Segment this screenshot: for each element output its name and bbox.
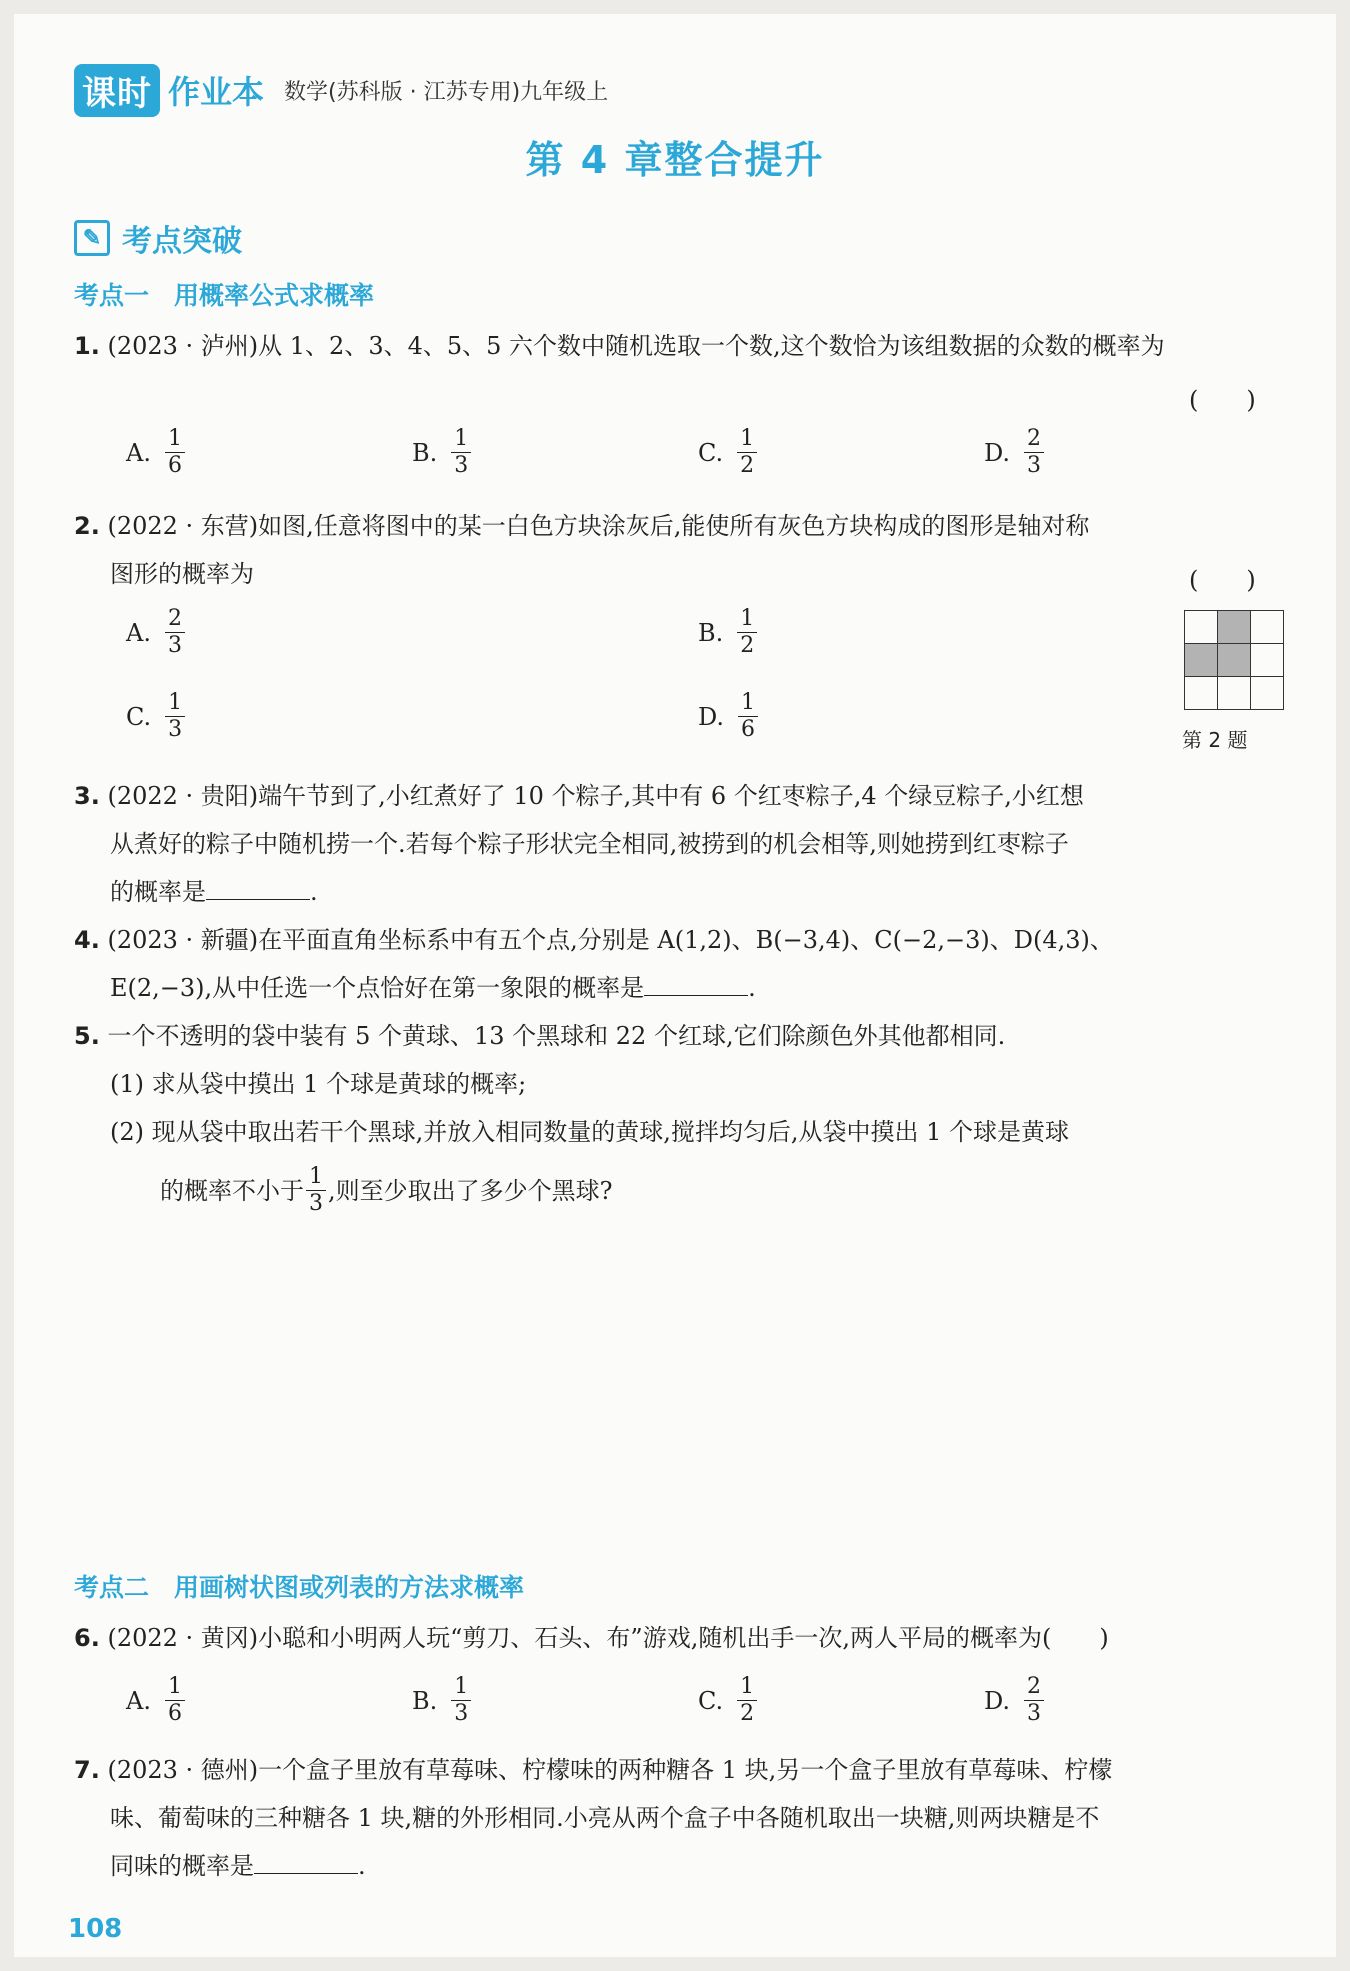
- question-text: (2023 · 泸州)从 1、2、3、4、5、5 六个数中随机选取一个数,这个数恰为该组数据的众数的概率为: [107, 332, 1165, 360]
- answer-paren: ( ): [1189, 566, 1256, 594]
- question-number: 7.: [74, 1756, 100, 1784]
- question-text: 的概率是 .: [110, 868, 318, 916]
- question-number: 2.: [74, 512, 100, 540]
- question-6: [74, 1614, 1109, 1662]
- figure-caption: 第 2 题: [1182, 728, 1248, 752]
- kaodian-2-heading: 考点二 用画树状图或列表的方法求概率: [74, 1573, 525, 1602]
- question-3: [74, 772, 1084, 820]
- sub-question-2: (2) 现从袋中取出若干个黑球,并放入相同数量的黄球,搅拌均匀后,从袋中摸出 1 个球是黄球: [110, 1118, 1070, 1146]
- question-text: (2023 · 德州)一个盒子里放有草莓味、柠檬味的两种糖各 1 块,另一个盒子里放有草莓味、柠檬: [107, 1756, 1113, 1784]
- option-d: D. $\frac{2}{3}$: [984, 426, 1044, 479]
- header-subtitle: 数学(苏科版 · 江苏专用)九年级上: [284, 79, 609, 105]
- option-a: A. $\frac{1}{6}$: [126, 1674, 185, 1727]
- question-number: 4.: [74, 926, 100, 954]
- question-text: E(2,−3),从中任选一个点恰好在第一象限的概率是 .: [110, 964, 756, 1012]
- answer-blank[interactable]: [206, 873, 310, 900]
- chapter-title: 第 4 章整合提升: [525, 138, 825, 182]
- question-text: 同味的概率是 .: [110, 1842, 366, 1890]
- option-c: C. $\frac{1}{3}$: [126, 690, 185, 743]
- option-a: A. $\frac{1}{6}$: [126, 426, 185, 479]
- answer-paren: ( ): [1189, 386, 1256, 414]
- question-1: [74, 322, 1165, 370]
- question-number: 1.: [74, 332, 100, 360]
- option-d: D. $\frac{2}{3}$: [984, 1674, 1044, 1727]
- section-title: 考点突破: [122, 224, 242, 259]
- page: [14, 14, 1336, 1957]
- option-b: B. $\frac{1}{2}$: [698, 606, 757, 659]
- question-2: [74, 502, 1089, 550]
- option-b: B. $\frac{1}{3}$: [412, 1674, 471, 1727]
- question-text: 一个不透明的袋中装有 5 个黄球、13 个黑球和 22 个红球,它们除颜色外其他都相同.: [107, 1022, 1006, 1050]
- logo-ke-shi: 课时: [74, 64, 160, 117]
- question-7: [74, 1746, 1112, 1794]
- question-text: (2023 · 新疆)在平面直角坐标系中有五个点,分别是 A(1,2)、B(−3,4)、C(−2,−3)、D(4,3)、: [107, 926, 1114, 954]
- grid-figure: [1184, 610, 1284, 710]
- question-number: 3.: [74, 782, 100, 810]
- option-c: C. $\frac{1}{2}$: [698, 1674, 757, 1727]
- answer-blank[interactable]: [254, 1847, 358, 1874]
- option-c: C. $\frac{1}{2}$: [698, 426, 757, 479]
- header: [74, 60, 608, 120]
- section-heading: [74, 216, 242, 260]
- question-number: 6.: [74, 1624, 100, 1652]
- option-d: D. $\frac{1}{6}$: [698, 690, 758, 743]
- question-text: (2022 · 贵阳)端午节到了,小红煮好了 10 个粽子,其中有 6 个红枣粽子,4 个绿豆粽子,小红想: [107, 782, 1084, 810]
- question-5: [74, 1012, 1005, 1060]
- question-text: (2022 · 东营)如图,任意将图中的某一白色方块涂灰后,能使所有灰色方块构成的图形是轴对称: [107, 512, 1090, 540]
- sub-question-2-cont: 的概率不小于 $\frac{1}{3}$ ,则至少取出了多少个黑球?: [160, 1164, 613, 1216]
- question-4: [74, 916, 1114, 964]
- question-text: 从煮好的粽子中随机捞一个.若每个粽子形状完全相同,被捞到的机会相等,则她捞到红枣粽子: [110, 830, 1069, 858]
- logo-zuoyeben: 作业本: [168, 73, 265, 111]
- page-number: 108: [68, 1914, 123, 1944]
- option-a: A. $\frac{2}{3}$: [126, 606, 185, 659]
- question-number: 5.: [74, 1022, 100, 1050]
- question-text: 味、葡萄味的三种糖各 1 块,糖的外形相同.小亮从两个盒子中各随机取出一块糖,则两块糖是不: [110, 1804, 1100, 1832]
- question-text: (2022 · 黄冈)小聪和小明两人玩“剪刀、石头、布”游戏,随机出手一次,两人平局的概率为( ): [107, 1624, 1109, 1652]
- option-b: B. $\frac{1}{3}$: [412, 426, 471, 479]
- pencil-icon: ✎: [74, 220, 110, 256]
- kaodian-1-heading: 考点一 用概率公式求概率: [74, 281, 375, 310]
- question-text: 图形的概率为: [110, 560, 254, 588]
- sub-question-1: (1) 求从袋中摸出 1 个球是黄球的概率;: [110, 1070, 527, 1098]
- answer-blank[interactable]: [644, 969, 748, 996]
